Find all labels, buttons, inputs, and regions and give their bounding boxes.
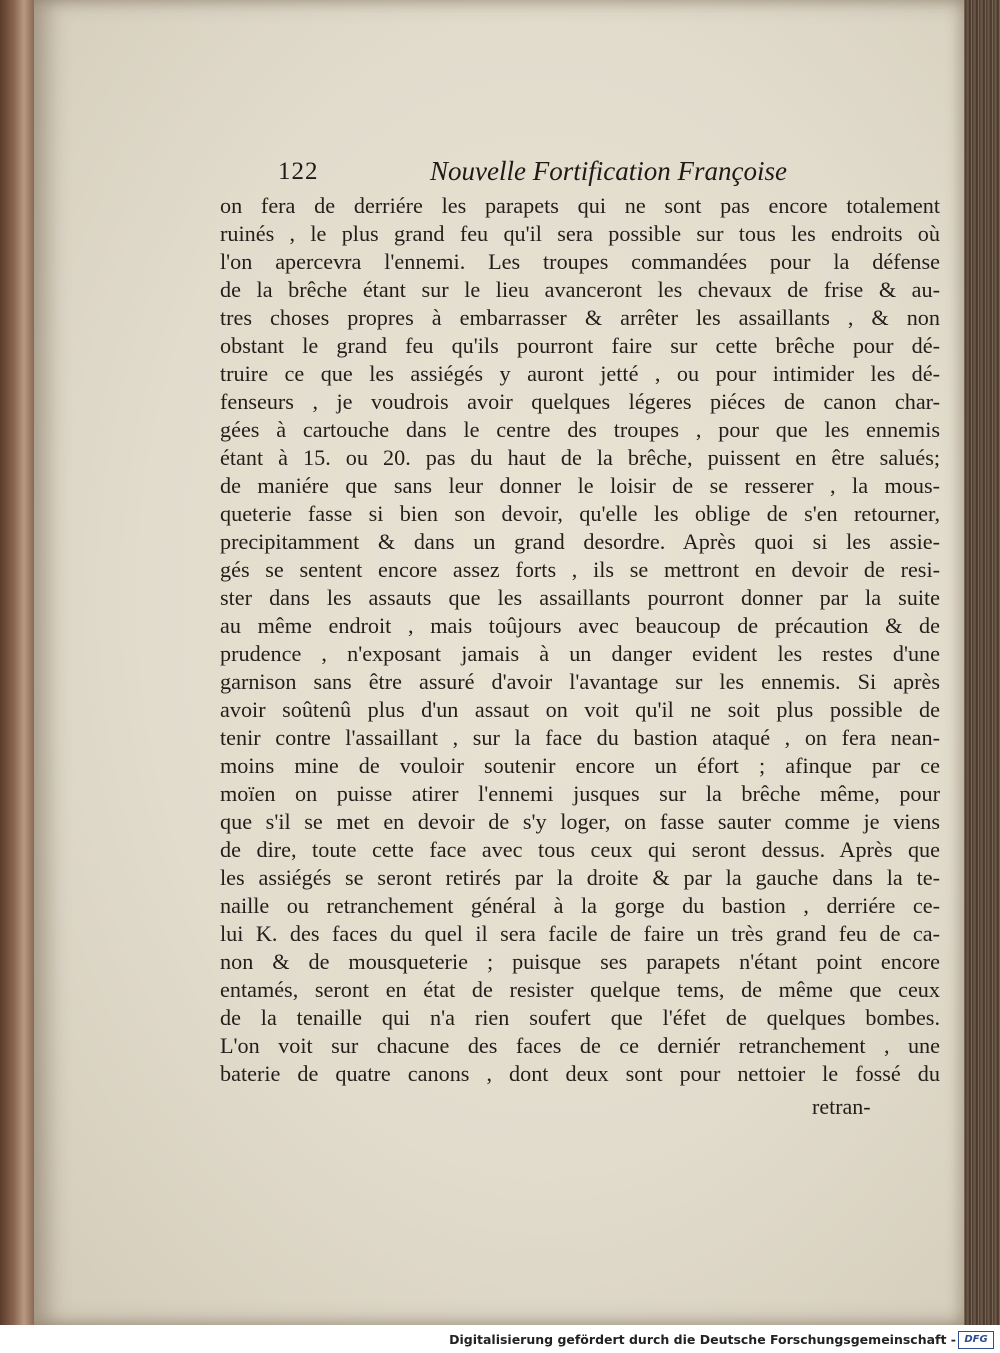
text-line: precipitamment & dans un grand desordre. Après quoi si les assie- <box>220 529 940 554</box>
running-title: Nouvelle Fortification Françoise <box>430 156 787 186</box>
text-line: l'on apercevra l'ennemi. Les troupes commandées pour la défense <box>220 249 940 274</box>
text-line: fenseurs , je voudrois avoir quelques légeres piéces de canon char- <box>220 389 940 414</box>
text-line: prudence , n'exposant jamais à un danger evident les restes d'une <box>220 641 940 666</box>
text-line: les assiégés se seront retirés par la droite & par la gauche dans la te- <box>220 865 940 890</box>
text-line: ruinés , le plus grand feu qu'il sera possible sur tous les endroits où <box>220 221 940 246</box>
text-line: moins mine de vouloir soutenir encore un éfort ; afinque par ce <box>220 753 940 778</box>
page-number: 122 <box>278 158 319 185</box>
text-line: tres choses propres à embarrasser & arrêter les assaillants , & non <box>220 305 940 330</box>
text-line: de la tenaille qui n'a rien soufert que l'éfet de quelques bombes. <box>220 1005 940 1030</box>
footer-bar <box>0 1325 1000 1353</box>
text-line: queterie fasse si bien son devoir, qu'elle les oblige de s'en retourner, <box>220 501 940 526</box>
book-page-edges <box>958 0 1000 1325</box>
text-line: au même endroit , mais toûjours avec beaucoup de précaution & de <box>220 613 940 638</box>
text-line: entamés, seront en état de resister quelque tems, de même que ceux <box>220 977 940 1002</box>
text-line: garnison sans être assuré d'avoir l'avantage sur les ennemis. Si après <box>220 669 940 694</box>
text-line: ster dans les assauts que les assaillants pourront donner par la suite <box>220 585 940 610</box>
text-line: baterie de quatre canons , dont deux sont pour nettoier le fossé du <box>220 1061 940 1086</box>
text-line: avoir soûtenû plus d'un assaut on voit qu'il ne soit plus possible de <box>220 697 940 722</box>
text-line: L'on voit sur chacune des faces de ce derniér retranchement , une <box>220 1033 940 1058</box>
dfg-logo: DFG <box>958 1331 994 1349</box>
text-line: tenir contre l'assaillant , sur la face du bastion ataqué , on fera nean- <box>220 725 940 750</box>
text-line: naille ou retranchement général à la gorge du bastion , derriére ce- <box>220 893 940 918</box>
text-line: lui K. des faces du quel il sera facile de faire un très grand feu de ca- <box>220 921 940 946</box>
text-line: de dire, toute cette face avec tous ceux qui seront dessus. Après que <box>220 837 940 862</box>
body-text <box>220 192 940 1088</box>
text-line: que s'il se met en devoir de s'y loger, on fasse sauter comme je viens <box>220 809 940 834</box>
page-header <box>248 156 787 194</box>
text-line: gées à cartouche dans le centre des troupes , pour que les ennemis <box>220 417 940 442</box>
text-line: non & de mousqueterie ; puisque ses parapets n'étant point encore <box>220 949 940 974</box>
text-line: de la brêche étant sur le lieu avanceront les chevaux de frise & au- <box>220 277 940 302</box>
text-line: moïen on puisse atirer l'ennemi jusques sur la brêche même, pour <box>220 781 940 806</box>
text-line: obstant le grand feu qu'ils pourront faire sur cette brêche pour dé- <box>220 333 940 358</box>
text-line: truire ce que les assiégés y auront jetté , ou pour intimider les dé- <box>220 361 940 386</box>
text-line: gés se sentent encore assez forts , ils se mettront en devoir de resi- <box>220 557 940 582</box>
text-line: étant à 15. ou 20. pas du haut de la brêche, puissent en être salués; <box>220 445 940 470</box>
funding-credit: Digitalisierung gefördert durch die Deutsche Forschungsgemeinschaft - <box>449 1332 956 1347</box>
text-line: on fera de derriére les parapets qui ne sont pas encore totalement <box>220 193 940 218</box>
text-line: de maniére que sans leur donner le loisir de se resserer , la mous- <box>220 473 940 498</box>
catchword: retran- <box>812 1094 871 1119</box>
